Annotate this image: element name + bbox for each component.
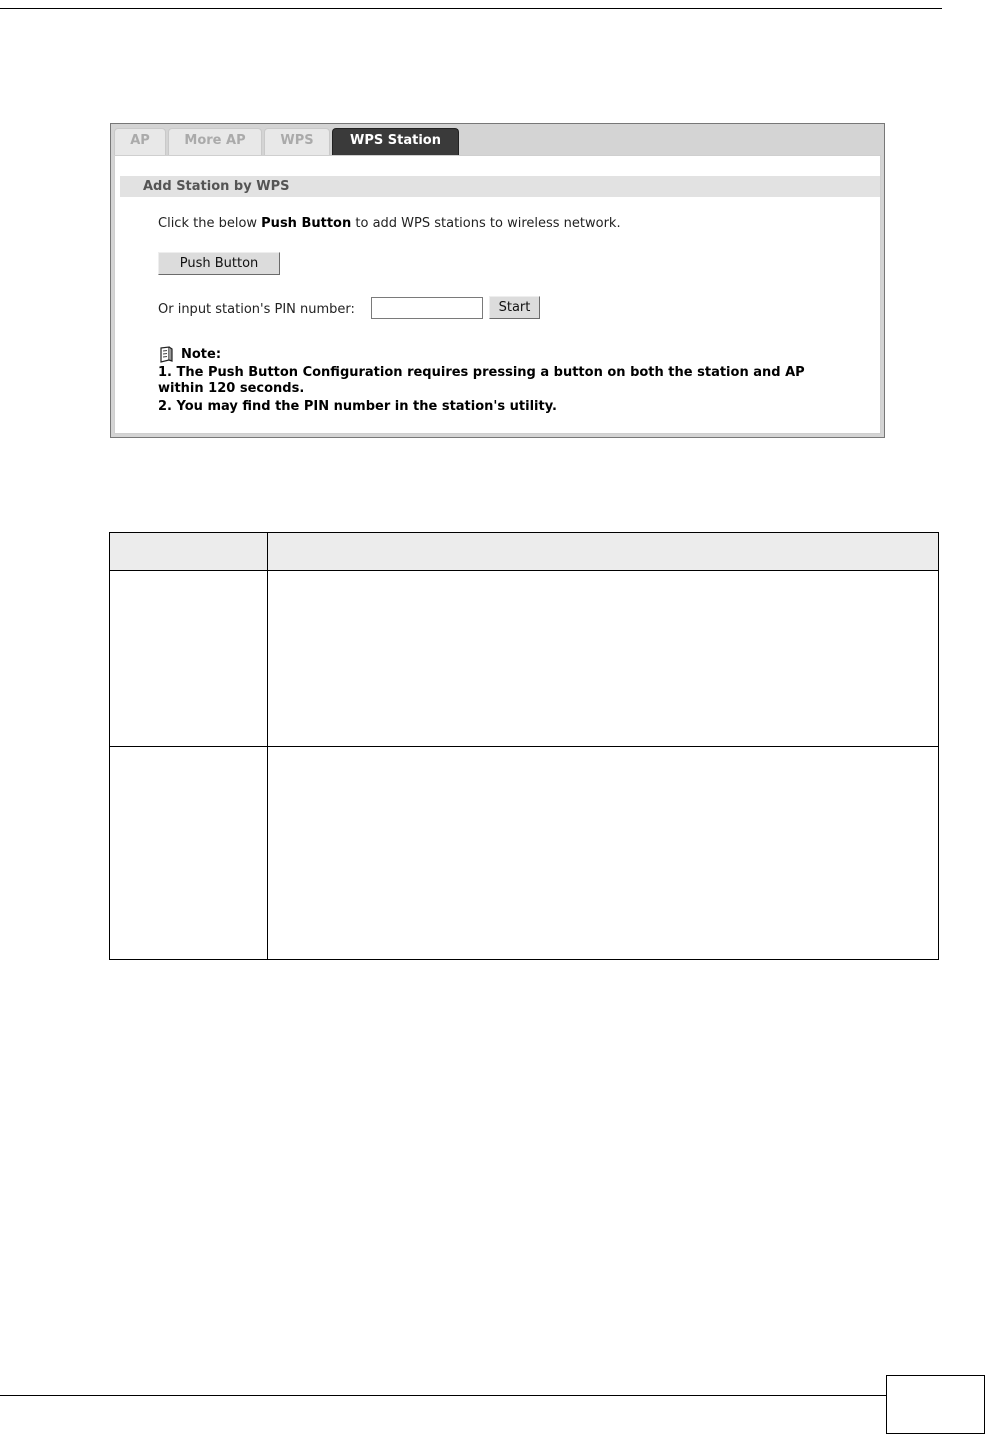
note-icon <box>158 346 175 363</box>
wps-station-screenshot <box>110 123 885 438</box>
note-line-2: 2. You may find the PIN number in the station's utility. <box>158 399 557 414</box>
pin-label: Or input station's PIN number: <box>158 302 355 317</box>
tab-ap[interactable]: AP <box>114 128 166 155</box>
table-header-row <box>110 533 938 571</box>
note-line-1: 1. The Push Button Configuration requires pressing a button on both the station and AP <box>158 365 805 380</box>
tab-more-ap[interactable]: More AP <box>168 128 262 155</box>
description-table <box>109 532 939 960</box>
tab-wps[interactable]: WPS <box>264 128 330 155</box>
instruction-text: Click the below Push Button to add WPS stations to wireless network. <box>158 216 621 231</box>
section-title: Add Station by WPS <box>120 176 880 197</box>
push-button[interactable]: Push Button <box>158 252 280 275</box>
header-rule <box>0 8 942 9</box>
tab-bar <box>111 124 884 155</box>
note-heading: Note: <box>158 346 221 363</box>
note-line-1-cont: within 120 seconds. <box>158 381 305 396</box>
table-row-divider <box>110 746 938 747</box>
page-number-box <box>886 1375 985 1434</box>
tab-content <box>114 155 881 434</box>
pin-input[interactable] <box>371 297 483 319</box>
start-button[interactable]: Start <box>489 296 540 319</box>
tab-wps-station[interactable]: WPS Station <box>332 128 459 155</box>
footer-rule <box>0 1395 886 1396</box>
